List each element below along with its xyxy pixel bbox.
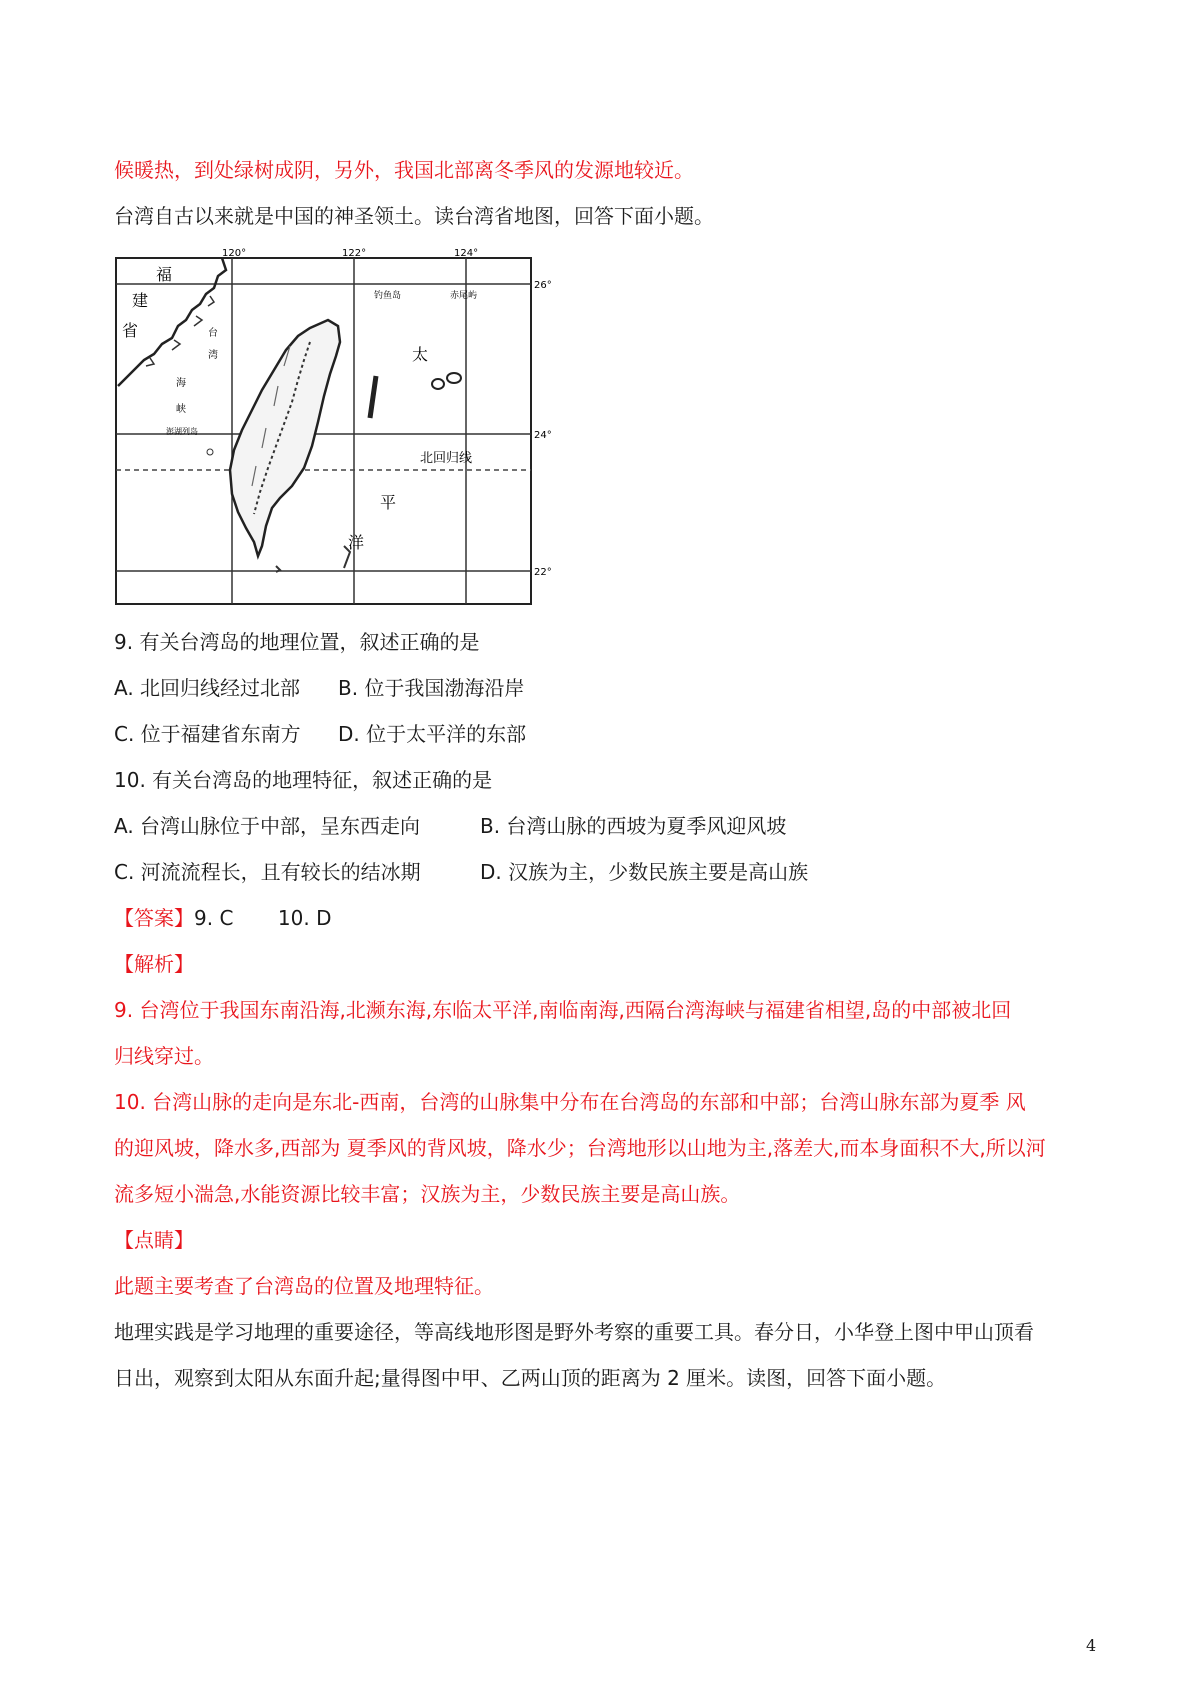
label-penghu: 澎湖列岛 — [166, 427, 198, 436]
label-pacific-ping: 平 — [380, 493, 397, 512]
answer-text: 9. C 10. D — [194, 906, 332, 930]
q10-option-c[interactable]: C. 河流流程长，且有较长的结冰期 — [114, 860, 421, 884]
answer-label: 【答案】 — [114, 906, 194, 930]
lat-label: 22° — [534, 567, 552, 578]
q10-options-row-2 — [114, 860, 808, 884]
page-number: 4 — [1086, 1636, 1097, 1655]
label-strait-hai: 海 — [176, 378, 186, 389]
q9-option-b[interactable]: B. 位于我国渤海沿岸 — [338, 676, 525, 700]
analysis-9-line-1: 9. 台湾位于我国东南沿海,北濒东海,东临太平洋,南临南海,西隔台湾海峡与福建省相望,岛的中部被北回 — [114, 998, 1012, 1022]
q9-option-a[interactable]: A. 北回归线经过北部 — [114, 676, 301, 700]
label-fu: 福 — [156, 265, 173, 284]
lat-label: 26° — [534, 280, 552, 291]
analysis-10-line-2: 的迎风坡，降水多,西部为 夏季风的背风坡，降水少；台湾地形以山地为主,落差大,而本身面积不大,所以河 — [114, 1136, 1046, 1160]
label-chiwei: 赤尾屿 — [450, 291, 478, 301]
analysis-10-line-1: 10. 台湾山脉的走向是东北-西南，台湾的山脉集中分布在台湾岛的东部和中部；台湾山脉东部为夏季 风 — [114, 1090, 1026, 1114]
q9-option-c[interactable]: C. 位于福建省东南方 — [114, 722, 301, 746]
answer-line — [114, 906, 331, 930]
label-strait-tai: 台 — [208, 328, 218, 339]
lat-label: 24° — [534, 430, 552, 441]
label-jian: 建 — [132, 291, 149, 310]
intro-text: 候暖热，到处绿树成阴，另外，我国北部离冬季风的发源地较近。 — [114, 158, 694, 182]
q9-options-row-1 — [114, 676, 524, 700]
question-stem: 台湾自古以来就是中国的神圣领土。读台湾省地图，回答下面小题。 — [114, 204, 714, 228]
label-diaoyu: 钓鱼岛 — [374, 291, 402, 301]
label-pacific-tai: 太 — [412, 345, 429, 364]
q10-option-b[interactable]: B. 台湾山脉的西坡为夏季风迎风坡 — [480, 814, 787, 838]
label-pacific-yang: 洋 — [348, 533, 365, 552]
q9-stem: 9. 有关台湾岛的地理位置，叙述正确的是 — [114, 630, 480, 654]
label-sheng: 省 — [122, 321, 139, 340]
next-stem-line-2: 日出，观察到太阳从东面升起;量得图中甲、乙两山顶的距离为 2 厘米。读图，回答下面小题。 — [114, 1366, 947, 1390]
taiwan-map — [114, 246, 566, 614]
q10-options-row-1 — [114, 814, 786, 838]
label-strait-xia: 峡 — [176, 404, 186, 415]
taiwan-island — [230, 320, 340, 556]
q9-options-row-2 — [114, 722, 526, 746]
q10-option-d[interactable]: D. 汉族为主，少数民族主要是高山族 — [480, 860, 809, 884]
next-stem-line-1: 地理实践是学习地理的重要途径，等高线地形图是野外考察的重要工具。春分日，小华登上图中甲山顶看 — [114, 1320, 1034, 1344]
q9-option-d[interactable]: D. 位于太平洋的东部 — [338, 722, 527, 746]
lon-label: 122° — [342, 248, 367, 259]
label-strait-wan: 湾 — [208, 350, 218, 361]
analysis-label: 【解析】 — [114, 952, 194, 976]
comment-text: 此题主要考查了台湾岛的位置及地理特征。 — [114, 1274, 494, 1298]
analysis-9-line-2: 归线穿过。 — [114, 1044, 214, 1068]
lon-label: 124° — [454, 248, 479, 259]
comment-label: 【点睛】 — [114, 1228, 194, 1252]
analysis-10-line-3: 流多短小湍急,水能资源比较丰富；汉族为主，少数民族主要是高山族。 — [114, 1182, 741, 1206]
lon-label: 120° — [222, 248, 247, 259]
q10-option-a[interactable]: A. 台湾山脉位于中部，呈东西走向 — [114, 814, 421, 838]
q10-stem: 10. 有关台湾岛的地理特征，叙述正确的是 — [114, 768, 493, 792]
label-tropic: 北回归线 — [420, 451, 473, 466]
